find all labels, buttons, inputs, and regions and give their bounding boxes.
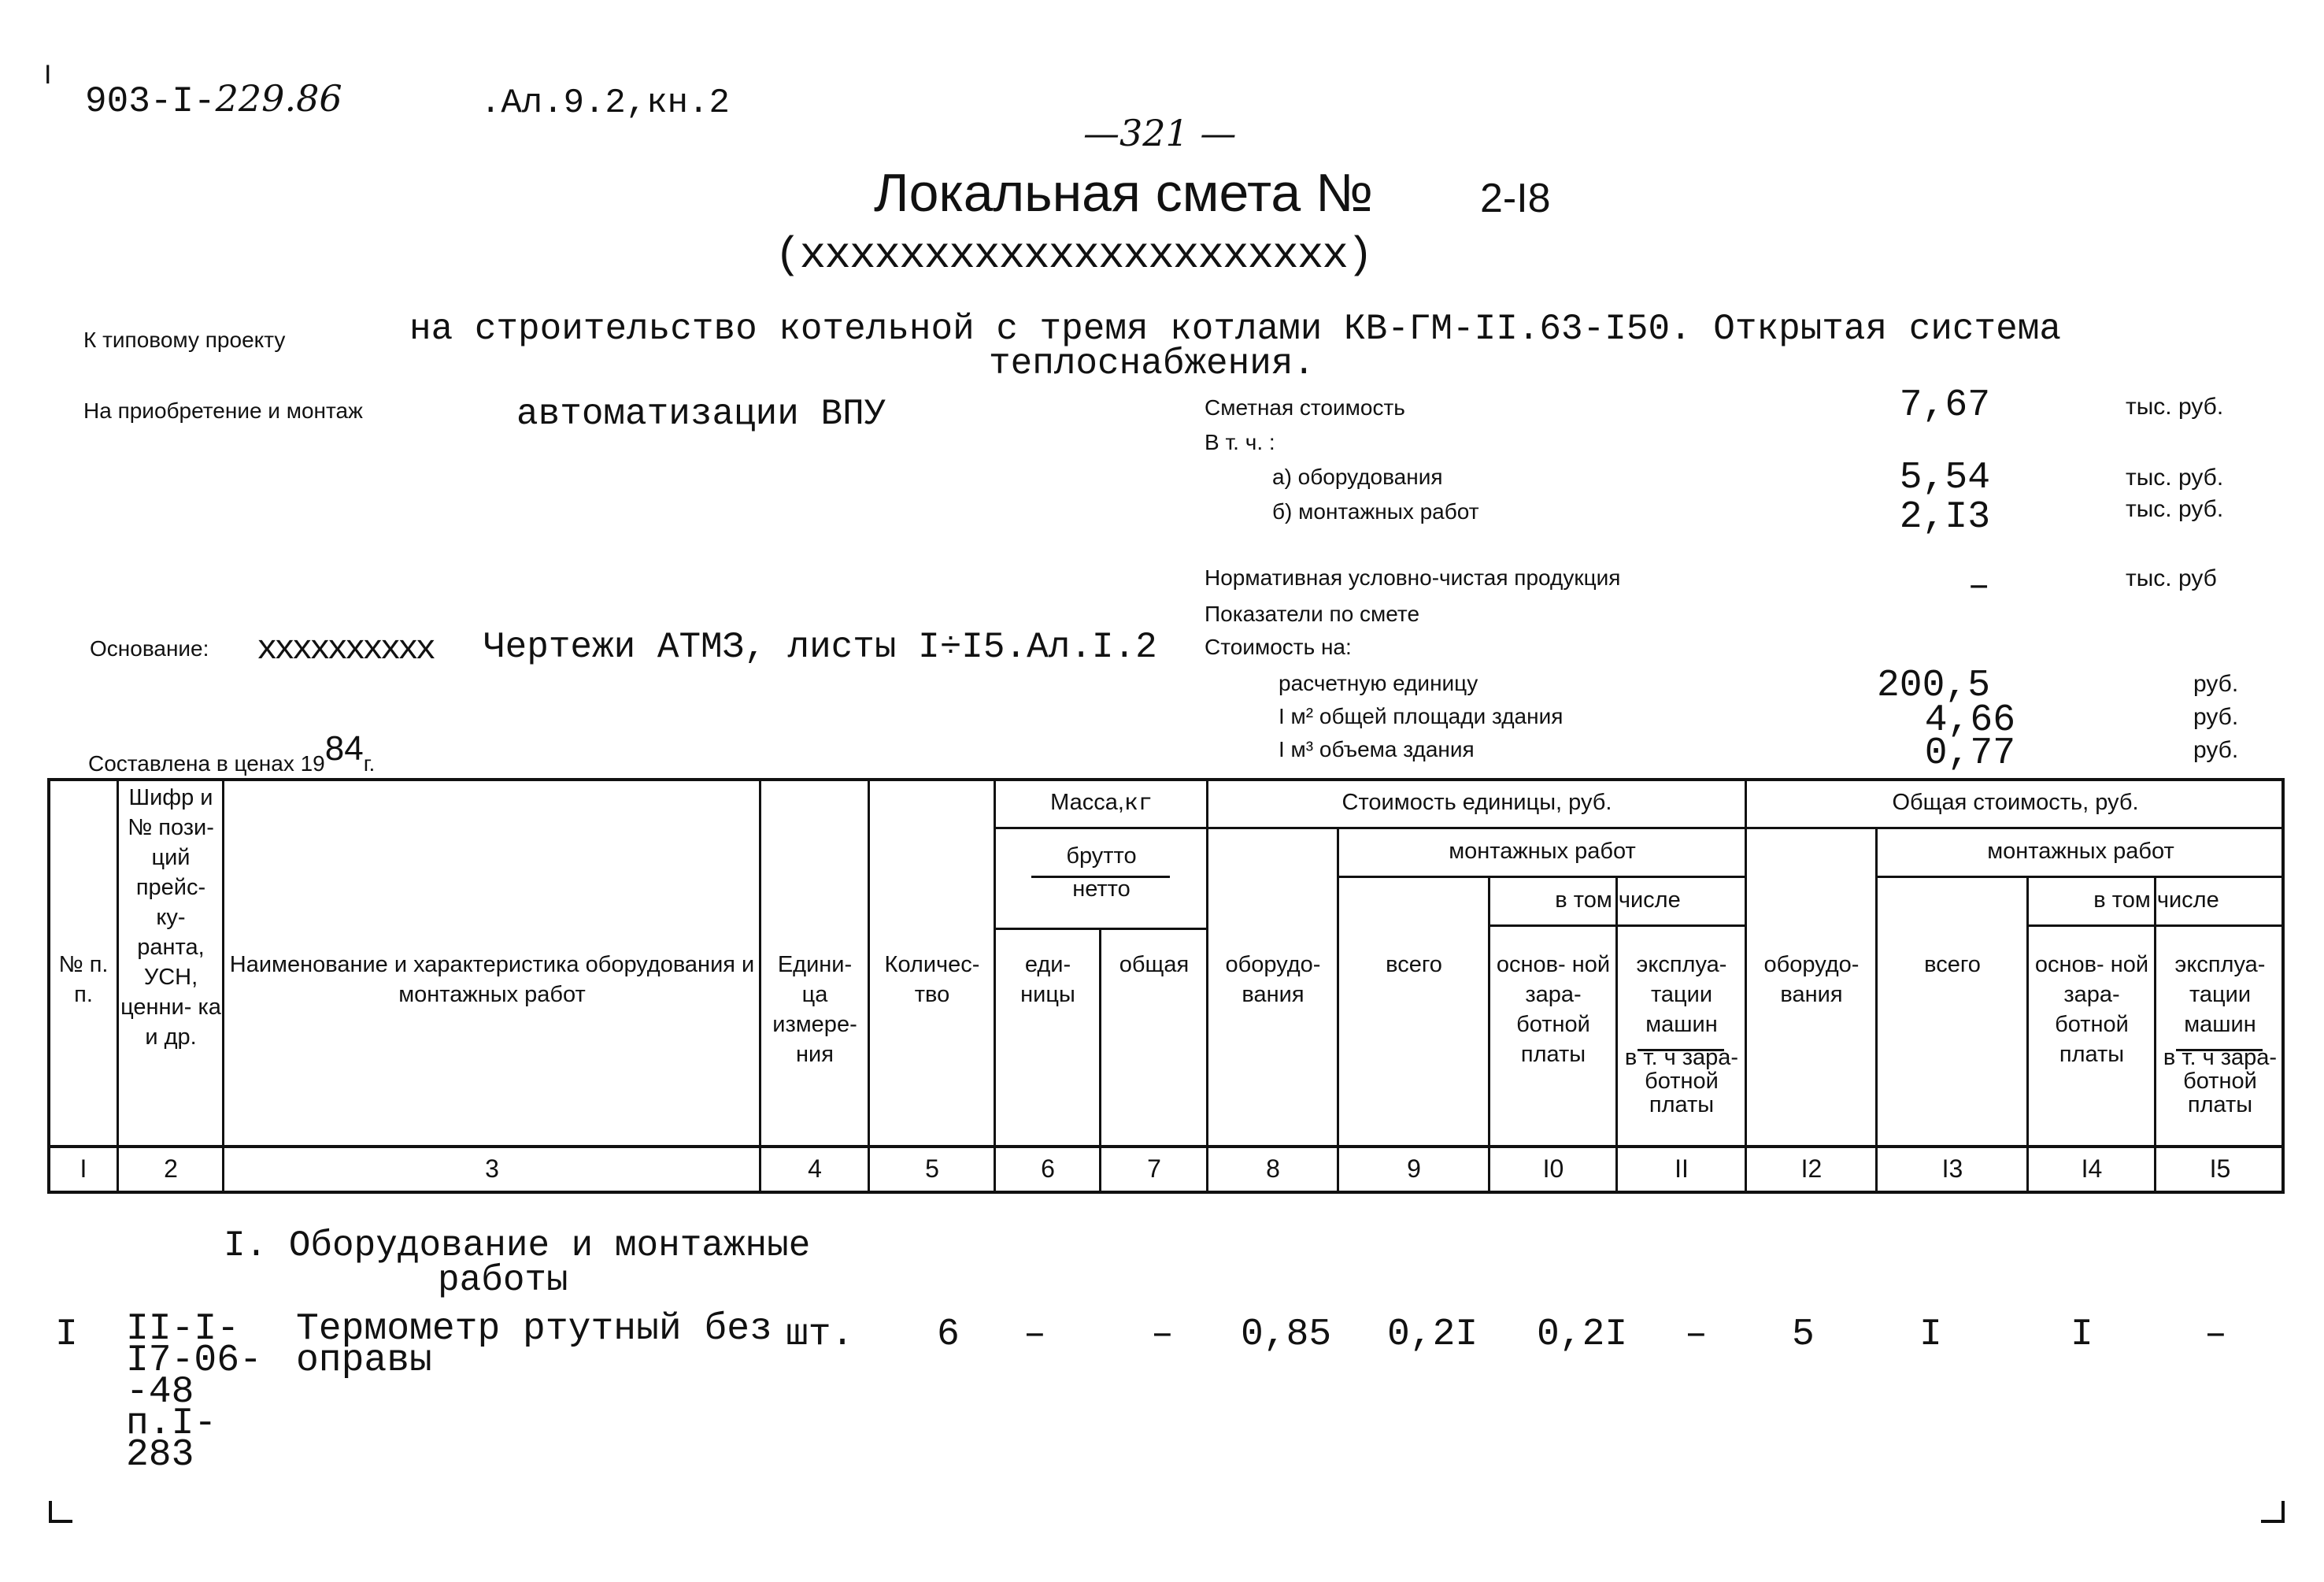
equipment-unit: тыс. руб. bbox=[2126, 465, 2224, 491]
row-description-line: оправы bbox=[296, 1339, 432, 1382]
calc-unit-unit: руб. bbox=[2193, 671, 2239, 697]
column-number: 4 bbox=[808, 1154, 822, 1183]
header-total-base-pay: основ- ной зара- ботной платы bbox=[2034, 952, 2149, 1067]
basis-label: Основание: bbox=[90, 636, 209, 661]
header-mass-per-unit: еди- ницы bbox=[1020, 952, 1075, 1007]
project-label: К типовому проекту bbox=[83, 328, 286, 352]
prices-year: 84 bbox=[324, 729, 364, 768]
margin-tick: I bbox=[44, 60, 52, 90]
header-mass-unit: кг bbox=[1123, 791, 1153, 817]
header-unit: Едини- ца измере- ния bbox=[772, 952, 857, 1067]
calc-unit-value: 200,5 bbox=[1876, 665, 1990, 707]
calc-unit-label: расчетную единицу bbox=[1279, 671, 1478, 695]
row-code-line: п.I- bbox=[126, 1402, 217, 1445]
column-number: I4 bbox=[2081, 1154, 2103, 1183]
row-mount-total-base: I bbox=[2071, 1313, 2093, 1356]
header-description: Наименование и характеристика оборудования и монтажных работ bbox=[229, 952, 755, 1007]
column-number: I3 bbox=[1941, 1154, 1963, 1183]
header-price-code: Шифр и № пози- ций прейс- ку- ранта, УСН, ценни- ка и др. bbox=[120, 785, 221, 1050]
area-label: I м² общей площади здания bbox=[1279, 704, 1564, 728]
column-number: 5 bbox=[925, 1154, 939, 1183]
volume-label: I м³ объема здания bbox=[1279, 737, 1475, 761]
section-title: I. Оборудование и монтажные bbox=[224, 1225, 811, 1266]
mounting-label: б) монтажных работ bbox=[1272, 499, 1479, 524]
header-unit-base-pay: основ- ной зара- ботной платы bbox=[1496, 952, 1611, 1067]
row-price-code bbox=[126, 1308, 262, 1476]
row-code-line: 283 bbox=[126, 1434, 194, 1476]
header-total-machines: эксплуа- тации машин bbox=[2174, 952, 2266, 1037]
prices-label bbox=[88, 729, 376, 780]
header-unit-including: в том числе bbox=[1555, 887, 1681, 913]
header-total-mount-works: монтажных работ bbox=[1987, 839, 2174, 864]
cost-value: 7,67 bbox=[1899, 384, 1990, 427]
column-number: 7 bbox=[1147, 1154, 1161, 1183]
header-total-including: в том числе bbox=[2093, 887, 2219, 913]
row-mount-base: 0,2I bbox=[1537, 1313, 1628, 1356]
row-code-line: II-I- bbox=[126, 1308, 240, 1350]
header-unit-all: всего bbox=[1386, 952, 1442, 977]
column-number: 3 bbox=[485, 1154, 499, 1183]
column-number: 9 bbox=[1407, 1154, 1421, 1183]
column-number: II bbox=[1675, 1154, 1689, 1183]
header-total-cost: Общая стоимость, руб. bbox=[1892, 790, 2139, 815]
column-number: 6 bbox=[1041, 1154, 1055, 1183]
header-quantity: Количес- тво bbox=[884, 952, 980, 1007]
header-total-machines-pay: в т. ч зара- ботной платы bbox=[2163, 1045, 2278, 1117]
project-description-cont: теплоснабжения. bbox=[989, 343, 1316, 384]
estimate-table-header bbox=[47, 778, 2285, 1194]
normative-value: – bbox=[1967, 565, 1990, 608]
basis-value: Чертежи АТМЗ, листы I÷I5.Ал.I.2 bbox=[483, 627, 1157, 668]
column-number: 8 bbox=[1266, 1154, 1280, 1183]
volume-unit: руб. bbox=[2193, 737, 2239, 763]
prices-suffix: г. bbox=[363, 751, 376, 776]
document-title: Локальная смета № bbox=[874, 163, 1374, 223]
row-description-line: Термометр ртутный без bbox=[296, 1308, 772, 1350]
page-number: —321 — bbox=[1083, 112, 1237, 154]
cost-unit: тыс. руб. bbox=[2126, 394, 2224, 420]
equipment-value: 5,54 bbox=[1899, 457, 1990, 499]
header-netto: нетто bbox=[1072, 876, 1131, 902]
project-code bbox=[85, 77, 342, 122]
column-number: I2 bbox=[1800, 1154, 1823, 1183]
header-unit-machines-pay: в т. ч зара- ботной платы bbox=[1624, 1045, 1739, 1117]
header-brutto: брутто bbox=[1066, 843, 1137, 869]
section-title-cont: работы bbox=[438, 1260, 568, 1301]
header-mass bbox=[997, 787, 1206, 819]
area-value: 4,66 bbox=[1924, 699, 2015, 742]
purpose-label: На приобретение и монтаж bbox=[83, 398, 363, 423]
row-description bbox=[296, 1308, 772, 1382]
row-equip-total: 5 bbox=[1792, 1313, 1815, 1356]
row-code-line: -48 bbox=[126, 1371, 194, 1413]
basis-struck: хххххххххх bbox=[257, 630, 434, 669]
row-unit: шт. bbox=[786, 1313, 854, 1356]
header-total-equipment: оборудо- вания bbox=[1763, 952, 1860, 1007]
column-number: I0 bbox=[1542, 1154, 1564, 1183]
header-unit-cost: Стоимость единицы, руб. bbox=[1341, 790, 1612, 815]
header-unit-machines: эксплуа- тации машин bbox=[1636, 952, 1727, 1037]
project-code-typed: 903-I- bbox=[85, 81, 216, 122]
row-mass-unit: – bbox=[1023, 1313, 1046, 1356]
mounting-unit: тыс. руб. bbox=[2126, 496, 2224, 522]
project-code-handwritten: 229.86 bbox=[215, 77, 342, 120]
cost-on-label: Стоимость на: bbox=[1205, 635, 1352, 659]
album-reference: .Ал.9.2,кн.2 bbox=[480, 83, 730, 123]
row-quantity: 6 bbox=[937, 1313, 960, 1356]
estimate-number: 2-I8 bbox=[1480, 176, 1551, 221]
row-code-line: I7-06- bbox=[126, 1339, 262, 1382]
header-total-all: всего bbox=[1924, 952, 1981, 977]
column-number: 2 bbox=[164, 1154, 178, 1183]
equipment-label: а) оборудования bbox=[1272, 465, 1443, 489]
header-unit-mount-works: монтажных работ bbox=[1449, 839, 1636, 864]
row-mount-machines: – bbox=[1685, 1313, 1708, 1356]
normative-unit: тыс. руб bbox=[2126, 565, 2217, 591]
normative-label: Нормативная условно-чистая продукция bbox=[1205, 565, 1621, 590]
cost-label: Сметная стоимость bbox=[1205, 395, 1405, 420]
area-unit: руб. bbox=[2193, 704, 2239, 730]
column-number: I5 bbox=[2209, 1154, 2231, 1183]
purpose-value: автоматизации ВПУ bbox=[516, 394, 886, 435]
row-mount-total-machines: – bbox=[2204, 1313, 2227, 1356]
row-mount-total-all: I bbox=[1919, 1313, 1942, 1356]
header-row-number: № п. п. bbox=[58, 952, 109, 1007]
row-mass-total: – bbox=[1151, 1313, 1174, 1356]
indicators-label: Показатели по смете bbox=[1205, 602, 1420, 626]
struck-subtitle: (хххххххххххххххххххххх) bbox=[775, 230, 1372, 280]
row-mount-all: 0,2I bbox=[1387, 1313, 1478, 1356]
header-unit-equipment: оборудо- вания bbox=[1225, 952, 1321, 1007]
including-label: В т. ч. : bbox=[1205, 430, 1275, 454]
column-number: I bbox=[80, 1154, 87, 1183]
mounting-value: 2,I3 bbox=[1899, 496, 1990, 539]
prices-label-text: Составлена в ценах 19 bbox=[88, 751, 325, 776]
volume-value: 0,77 bbox=[1924, 732, 2015, 775]
header-mass-total: общая bbox=[1119, 952, 1190, 977]
project-description: на строительство котельной с тремя котлами КВ-ГМ-II.63-I50. Открытая система bbox=[409, 309, 2061, 350]
row-equip-unit-cost: 0,85 bbox=[1241, 1313, 1332, 1356]
row-number: I bbox=[55, 1313, 78, 1356]
header-mass-label: Масса, bbox=[1050, 790, 1124, 815]
